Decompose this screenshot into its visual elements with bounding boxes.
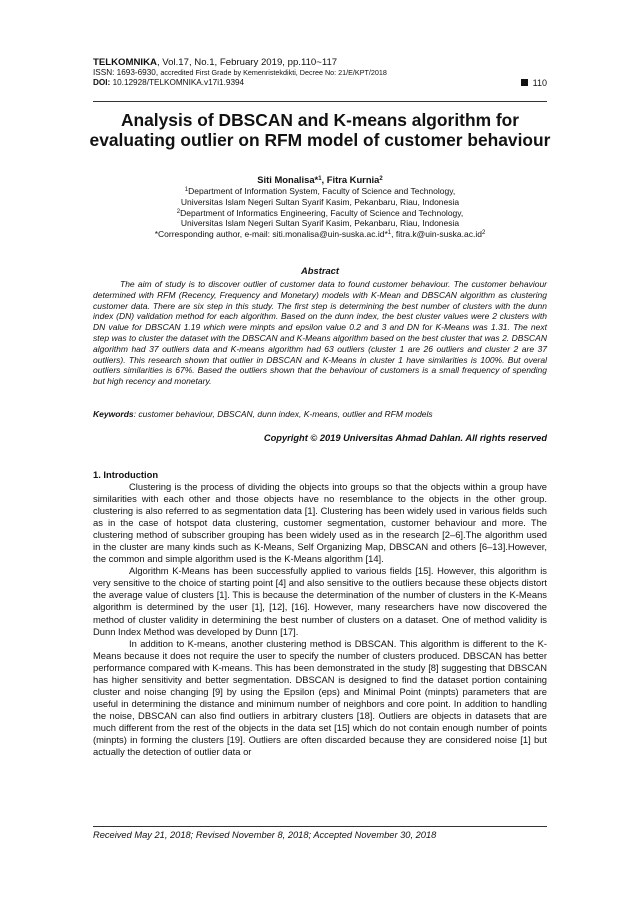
paragraph: Algorithm K-Means has been successfully applied to various fields [15]. However, this algorithm is very sensitive to the choice of starting point [4] and also sensitive to the outliers because these objects distort the average value of clusters [1]. This is because the determination of the number of clusters in the K-Means algorithm is determined by the user [1], [12], [16]. However, many researchers have now discovered the method of cluster validity in determining the best number of clusters on a dataset. One of method validity is Dunn Index Method was developed by Dunn [17]. [93, 565, 547, 637]
doi-value: 10.12928/TELKOMNIKA.v17i1.9394 [112, 78, 245, 87]
corr-sup-1: 1 [387, 230, 392, 237]
page-number [521, 78, 547, 88]
corr-prefix: *Corresponding author, e-mail: siti.monalisa@uin-suska.ac.id* [154, 229, 388, 240]
page-number-value: 110 [532, 78, 547, 88]
author-2-sup: 2 [379, 176, 383, 182]
corresponding-author [93, 229, 547, 240]
accreditation-text: accredited First Grade by Kemenristekdikti, Decree No: 21/E/KPT/2018 [160, 68, 387, 77]
keywords-text: : customer behaviour, DBSCAN, dunn index, K-means, outlier and RFM models [133, 409, 433, 419]
aff2-sup: 2 [176, 208, 181, 215]
aff1-text: Department of Information System, Faculty of Science and Technology, [188, 186, 456, 196]
keywords-label: Keywords [93, 409, 134, 419]
author-list [93, 174, 547, 186]
section-body [93, 481, 547, 758]
affiliation-1-line-1 [93, 186, 547, 197]
received-dates: Received May 21, 2018; Revised November 8, 2018; Accepted November 30, 2018 [93, 830, 437, 840]
corr-email-2: , fitra.k@uin-suska.ac.id [391, 229, 482, 240]
section-heading: 1. Introduction [93, 469, 159, 480]
journal-header [93, 57, 547, 88]
journal-issn [93, 68, 547, 78]
affiliation-1-line-2: Universitas Islam Negeri Sultan Syarif Kasim, Pekanbaru, Riau, Indonesia [180, 196, 460, 207]
abstract-text: The aim of study is to discover outlier of customer data to found customer behaviour. The customer behaviour determined with RFM (Recency, Frequency and Monetary) models with K-Mean and DBSCAN algorithm as clustering customer data. There are six step in this study. The first step is determining the best number of clusters with the dunn index (DN) validation method for each algorithm. Based on the dunn index, the best cluster values were 2 clusters with DN value for DBSCAN 1.19 which were minpts and epsilon value 0.2 and 3 and DN for K-Means was 1.31. The next step was to cluster the dataset with the DBSCAN and K-Means algorithm based on the best cluster that was 2. DBSCAN algorithm had 37 outliers data and K-means algorithm had 63 outliers (cluster 1 are 26 outliers and cluster 2 are 37 outliers). This research shown that outlier in DBSCAN and K-Means in cluster 1 have similarities is 100%. But overal outliers similarities is 67%. Based the outliers shown that the behaviour of customers is a small frequency of spending but high recency and monetary. [93, 279, 547, 387]
author-2: Fitra Kurnia [326, 174, 380, 185]
doi-label: DOI: [93, 78, 113, 87]
journal-volume: , Vol.17, No.1, February 2019, pp.110~117 [156, 57, 338, 68]
issn-text: ISSN: 1693-6930, [93, 68, 161, 77]
affiliation-2-line-1 [93, 208, 547, 219]
keywords [93, 409, 547, 420]
footer-rule [93, 826, 547, 827]
paper-title [80, 110, 560, 150]
abstract-heading: Abstract [300, 265, 340, 276]
aff1-sup: 1 [184, 187, 189, 193]
author-1: Siti Monalisa* [257, 174, 319, 185]
author-sep: , [321, 174, 327, 185]
title-line-1: Analysis of DBSCAN and K-means algorithm for [120, 110, 520, 130]
paragraph: Clustering is the process of dividing the objects into groups so that the objects within a group have similarities with each other and those objects have no resemblance to the objects in the other group. clustering is also referred to as segmentation data [1]. Clustering has been widely used in various fields such as in the case of hotspot data clustering, customer segmentation, customer behaviour and more. The clustering method of subscriber grouping has been widely used as in the research [2–6].The algorithm used in the cluster are many kinds such as K-Means, Self Organizing Map, DBSCAN and others [6–13].However, the common and simple algorithm used is the K-Means algorithm [14]. [93, 481, 547, 565]
affiliation-2-line-2: Universitas Islam Negeri Sultan Syarif Kasim, Pekanbaru, Riau, Indonesia [180, 218, 460, 229]
aff2-text: Department of Informatics Engineering, Faculty of Science and Technology, [180, 207, 464, 218]
title-line-2: evaluating outlier on RFM model of customer behaviour [89, 130, 551, 150]
header-rule [93, 101, 547, 102]
author-1-sup: 1 [318, 176, 322, 182]
square-bullet-icon [521, 79, 528, 86]
paragraph: In addition to K-means, another clustering method is DBSCAN. This algorithm is different to the K-Means because it does not require the user to specify the number of clusters produced. DBSCAN has better performance compared with K-means. This has been demonstrated in the study [8] suggesting that DBSCAN has higher sensitivity and better segmentation. DBSCAN is designed to find the dataset portion containing cluster and noise changing [9] by using the Epsilon (eps) and Minimal Point (minpts) parameters that are useful in determining the distance and minimum number of neighbors and core point. In addition to handling the noise, DBSCAN can also find outliers in arbitrary clusters [18]. Outliers are objects in datasets that are much different from the rest of the objects in the data set [15] which do not contain enough number of points (minpts) in forming the clusters [19]. Outliers are often discarded because they are considered noise [1] but actually the detection of outlier data or [93, 637, 547, 758]
journal-doi [93, 78, 547, 88]
journal-citation [93, 57, 547, 68]
affiliations [93, 186, 547, 240]
journal-name: TELKOMNIKA [93, 57, 157, 68]
copyright-notice: Copyright © 2019 Universitas Ahmad Dahlan. All rights reserved [263, 433, 547, 443]
corr-sup-2: 2 [481, 230, 486, 237]
